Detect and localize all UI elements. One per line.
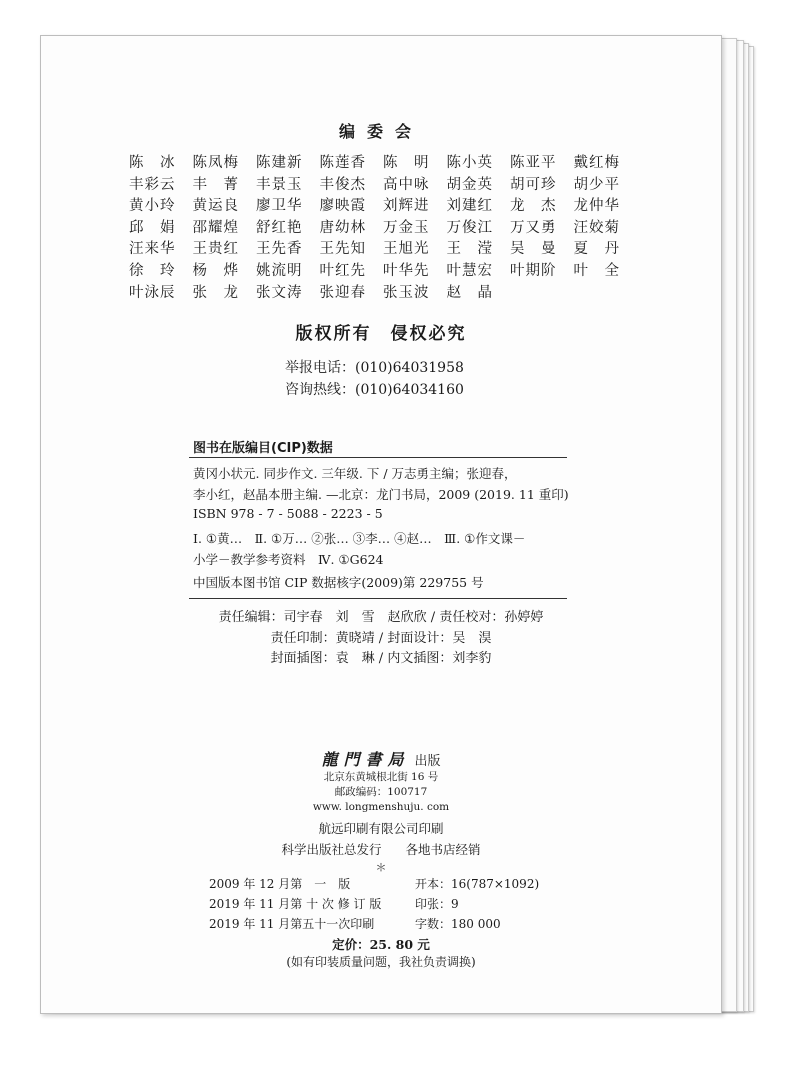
committee-member-name: 丰俊杰 [319, 176, 366, 193]
committee-row [129, 216, 659, 238]
committee-member-name: 万金玉 [383, 219, 430, 236]
price: 定价：25. 80 元 [332, 937, 430, 952]
committee-member-name: 汪来华 [129, 241, 176, 258]
editor-credits: 责任编辑：司宇春 刘 雪 赵欣欣 / 责任校对：孙婷婷 [218, 610, 544, 625]
committee-member-name: 陈小英 [446, 155, 493, 171]
committee-member-name: 叶泳辰 [129, 284, 176, 301]
committee-member-name: 丰彩云 [129, 176, 176, 193]
committee-row [129, 173, 659, 195]
committee-member-name: 张迎春 [319, 284, 366, 301]
edition-spec: 印张：9 [415, 897, 459, 911]
committee-row [129, 259, 659, 281]
committee-member-name: 赵 晶 [446, 284, 493, 301]
publisher-imprint [41, 747, 721, 770]
committee-member-name: 叶红先 [319, 262, 366, 279]
committee-member-name: 胡可珍 [510, 176, 557, 193]
cip-line: 黄冈小状元. 同步作文. 三年级. 下 / 万志勇主编；张迎春， [193, 466, 517, 481]
committee-member-name: 陈 冰 [129, 155, 176, 171]
committee-member-name: 叶 全 [573, 262, 620, 279]
separator-star: ＊ [375, 861, 387, 874]
cip-line: Ⅰ. ①黄… Ⅱ. ①万… ②张… ③李… ④赵… Ⅲ. ①作文课－ [193, 531, 526, 546]
edition-date: 2019 年 11 月第五十一次印刷 [209, 917, 375, 931]
copyright-notice: 版权所有 侵权必究 [295, 324, 467, 344]
committee-member-name: 龙仲华 [573, 198, 620, 215]
committee-member-name: 徐 玲 [129, 262, 176, 279]
cip-title: 图书在版编目(CIP)数据 [193, 441, 333, 456]
committee-member-name: 邱 娟 [129, 219, 176, 236]
quality-notice: (如有印装质量问题，我社负责调换) [286, 955, 476, 969]
edition-row [209, 915, 501, 932]
committee-member-name: 唐幼林 [319, 219, 366, 236]
committee-member-name: 万俊江 [446, 219, 493, 236]
committee-member-name: 王旭光 [383, 241, 430, 258]
committee-member-name: 廖卫华 [256, 198, 303, 215]
committee-member-name: 邵耀煌 [192, 219, 239, 236]
illustration-credits: 封面插图：袁 琳 / 内文插图：刘李豹 [270, 651, 492, 666]
committee-member-name: 高中咏 [383, 176, 430, 193]
committee-member-name: 汪姣菊 [573, 219, 620, 236]
committee-member-name: 陈亚平 [510, 155, 557, 171]
committee-member-name: 龙 杰 [510, 198, 557, 215]
publisher-postcode: 邮政编码：100717 [334, 786, 428, 798]
edition-spec: 开本：16(787×1092) [415, 877, 540, 891]
committee-member-name: 陈莲香 [319, 155, 366, 171]
committee-member-name: 杨 烨 [192, 262, 239, 279]
copyright-page [40, 35, 722, 1014]
cip-line: 小学－教学参考资料 Ⅳ. ①G624 [193, 552, 384, 567]
committee-member-name: 丰 菁 [192, 176, 239, 193]
committee-member-name: 王贵红 [192, 241, 239, 258]
sellers: 各地书店经销 [405, 842, 481, 857]
committee-member-name: 张玉波 [383, 284, 430, 301]
publisher-suffix: 出版 [414, 754, 441, 769]
distribution-row [41, 840, 721, 858]
committee-member-name: 陈建新 [256, 155, 303, 171]
publisher-address: 北京东黄城根北街 16 号 [323, 771, 439, 783]
committee-member-name: 夏 丹 [573, 241, 620, 258]
publisher-logo: 龍門書局 [321, 750, 410, 769]
committee-row [129, 194, 659, 216]
committee-member-name: 万又勇 [510, 219, 557, 236]
committee-member-name: 胡金英 [446, 176, 493, 193]
print-design-credits: 责任印制：黄晓靖 / 封面设计：吴 淏 [270, 631, 492, 646]
committee-member-name: 舒红艳 [256, 219, 303, 236]
cip-bottom-rule [189, 598, 567, 599]
cip-isbn: ISBN 978 - 7 - 5088 - 2223 - 5 [193, 506, 383, 521]
committee-member-name: 叶慧宏 [446, 262, 493, 279]
committee-member-name: 陈 明 [383, 155, 430, 171]
cip-top-rule [189, 457, 567, 458]
committee-member-name: 廖映霞 [319, 198, 366, 215]
committee-row [129, 281, 659, 303]
committee-title: 编委会 [338, 122, 423, 141]
committee-member-name: 吴 曼 [510, 241, 557, 258]
cip-line: 李小红，赵晶本册主编. —北京：龙门书局，2009 (2019. 11 重印) [193, 487, 569, 502]
edition-row [209, 895, 459, 912]
publisher-website: www. longmenshuju. com [312, 801, 450, 813]
committee-member-name: 王先香 [256, 241, 303, 258]
committee-member-name: 陈凤梅 [192, 155, 239, 171]
consult-hotline: 咨询热线：(010)64034160 [285, 382, 464, 398]
edition-date: 2009 年 12 月第 一 版 [209, 877, 351, 891]
committee-member-name: 黄运良 [192, 198, 239, 215]
committee-member-name: 张文涛 [256, 284, 303, 301]
cip-approval-number: 中国版本图书馆 CIP 数据核字(2009)第 229755 号 [193, 575, 484, 590]
committee-member-name: 黄小玲 [129, 198, 176, 215]
printer: 航远印刷有限公司印刷 [318, 821, 444, 836]
committee-row [129, 237, 659, 259]
edition-row [209, 875, 539, 892]
committee-member-name: 胡少平 [573, 176, 620, 193]
distributor: 科学出版社总发行 [281, 842, 382, 857]
committee-member-name: 丰景玉 [256, 176, 303, 193]
edition-spec: 字数：180 000 [415, 917, 501, 931]
committee-member-name: 戴红梅 [573, 155, 620, 171]
committee-row [129, 151, 659, 173]
report-phone: 举报电话：(010)64031958 [285, 360, 464, 376]
committee-member-name: 张 龙 [192, 284, 239, 301]
committee-member-name: 姚流明 [256, 262, 303, 279]
committee-member-name: 刘建红 [446, 198, 493, 215]
committee-member-name: 刘辉进 [383, 198, 430, 215]
committee-member-name: 王先知 [319, 241, 366, 258]
committee-member-name: 叶华先 [383, 262, 430, 279]
committee-names [129, 151, 659, 302]
committee-member-name: 叶期阶 [510, 262, 557, 279]
committee-member-name: 王 滢 [446, 241, 493, 258]
edition-date: 2019 年 11 月第 十 次 修 订 版 [209, 897, 382, 911]
